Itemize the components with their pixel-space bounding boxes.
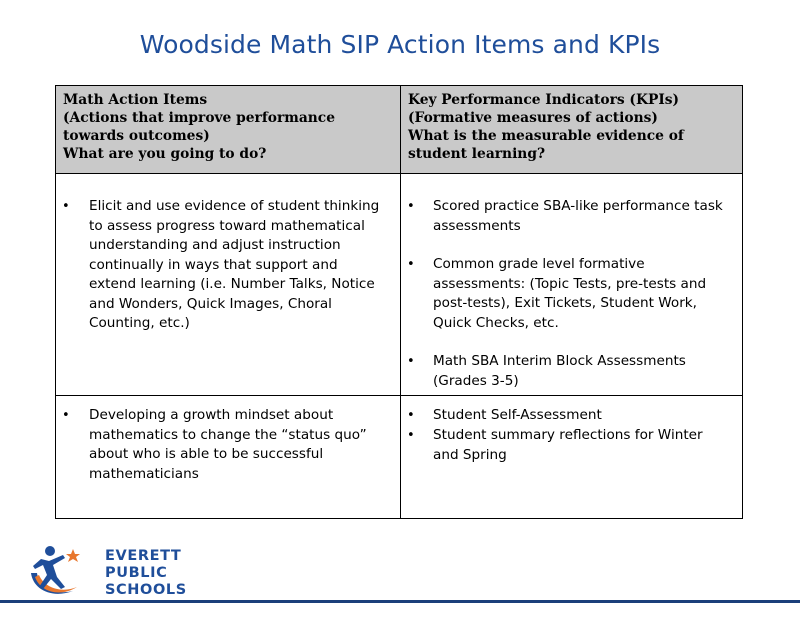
- list-item-text: Math SBA Interim Block Assessments (Grades 3-5): [433, 353, 686, 389]
- header-kpis-text: Key Performance Indicators (KPIs) (Formative measures of actions) What is the measurable evidence of student learning?: [408, 92, 684, 162]
- list-item-text: Student summary reflections for Winter and Spring: [433, 427, 703, 463]
- footer-divider: [0, 600, 800, 603]
- bullet-icon: •: [62, 199, 70, 214]
- row1-kpi-cell: [401, 174, 742, 396]
- header-cell-kpis: [401, 86, 742, 174]
- kpi-table: [55, 85, 743, 519]
- logo-text-line3: SCHOOLS: [105, 582, 187, 598]
- logo-figure-icon: [27, 543, 87, 601]
- page-title: Woodside Math SIP Action Items and KPIs: [139, 30, 661, 59]
- bullet-icon: •: [407, 257, 415, 272]
- row2-kpi-cell: [401, 396, 742, 518]
- list-item-text: Scored practice SBA-like performance task assessments: [433, 198, 723, 234]
- bullet-icon: •: [407, 199, 415, 214]
- header-cell-action-items: [56, 86, 401, 174]
- bullet-icon: •: [407, 408, 415, 423]
- list-item-text: Student Self-Assessment: [433, 407, 602, 423]
- everett-public-schools-logo: [27, 545, 187, 600]
- header-action-items-text: Math Action Items (Actions that improve performance towards outcomes) What are you going to do?: [63, 92, 335, 162]
- logo-text-line2: PUBLIC: [105, 565, 168, 581]
- list-item-text: Elicit and use evidence of student thinking to assess progress toward mathematical understanding and adjust instruction continually in ways that support and extend learning (i.e. Number Talks, Notice and Wonders, Quick Images, Choral Counting, etc.): [89, 198, 380, 331]
- row2-action-cell: [56, 396, 401, 518]
- row1-action-cell: [56, 174, 401, 396]
- bullet-icon: •: [62, 408, 70, 423]
- bullet-icon: •: [407, 354, 415, 369]
- bullet-icon: •: [407, 428, 415, 443]
- list-item-text: Common grade level formative assessments: (Topic Tests, pre-tests and post-tests), Exit Tickets, Student Work, Quick Checks, etc.: [433, 256, 707, 331]
- logo-text-line1: EVERETT: [105, 548, 182, 564]
- list-item-text: Developing a growth mindset about mathematics to change the “status quo” about who is able to be successful mathematicians: [89, 407, 367, 482]
